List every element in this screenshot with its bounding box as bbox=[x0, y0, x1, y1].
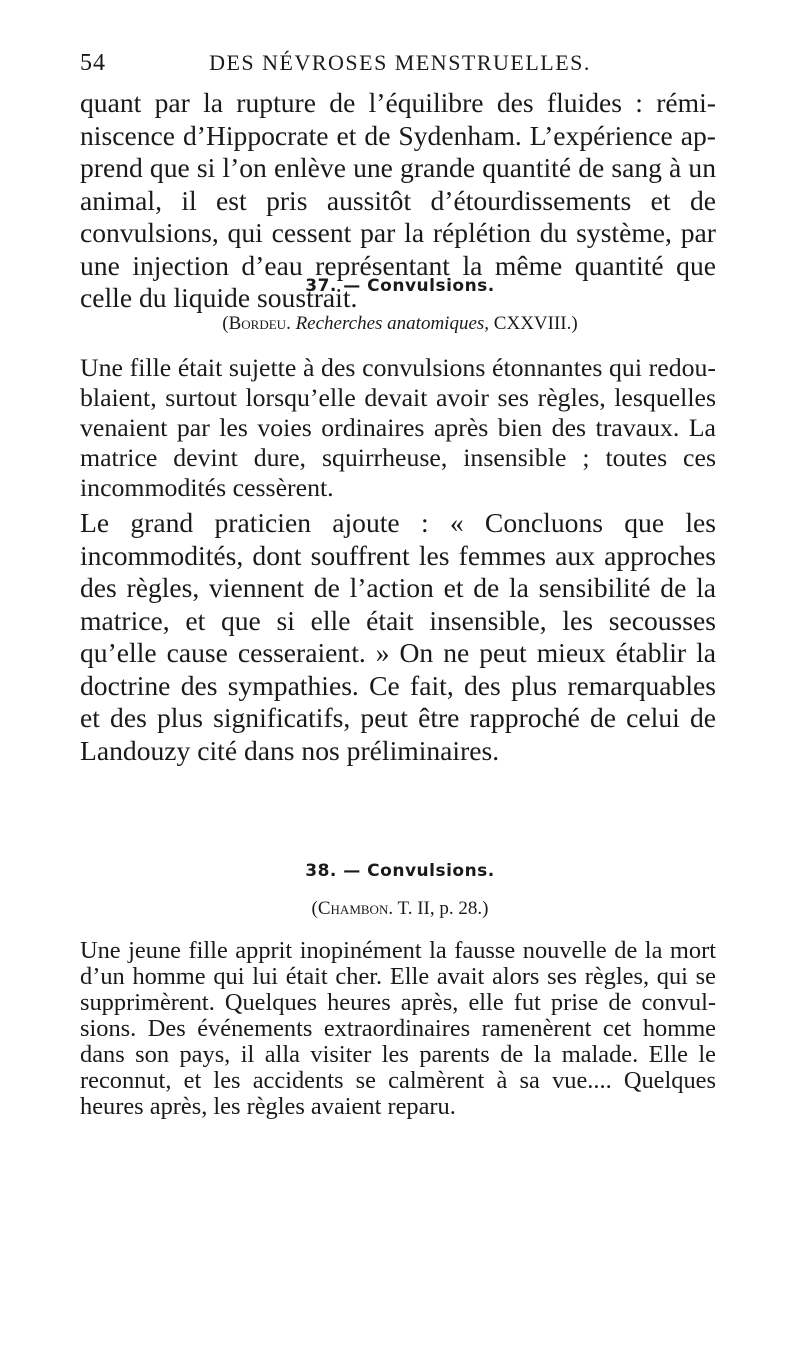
commentary-paragraph: Le grand praticien ajoute : « Concluons que les incommodités, dont souffrent les femmes aux approches des règles, viennent de l’action et de la sensibilité de la matrice, et que si elle était insensible, les secousses qu’elle cause cesseraient. » On ne peut mieux établir la doctrine des sympathies. Ce fait, des plus remarquables et des plus significatifs, peut être rapproché de celui de Landouzy cité dans nos préliminaires. bbox=[80, 507, 716, 766]
section-38-body: Une jeune fille apprit inopinément la fausse nouvelle de la mort d’un homme qui lui était cher. Elle avait alors ses règles, qui se supprimèrent. Quelques heures après, elle fut prise de convulsions. Des événements extraordinaires ramenèrent cet homme dans son pays, il alla visiter les parents de la malade. Elle le reconnut, et les accidents se calmèrent à sa vue.... Quelques heures après, les règles avaient reparu. bbox=[80, 937, 716, 1120]
citation-title: Recherches anatomiques, bbox=[295, 313, 490, 334]
section-heading-38: 38. — Convulsions. bbox=[305, 861, 495, 881]
page-number: 54 bbox=[80, 50, 106, 76]
section-37-body: Une fille était sujette à des convulsions étonnantes qui redoublaient, surtout lorsqu’elle devait avoir ses règles, lesquelles venaient par les voies ordinaires après bien des travaux. La matrice devint dure, squirrheuse, insensible ; toutes ces incommodités cessèrent. bbox=[80, 353, 716, 502]
citation-open: ( bbox=[222, 313, 229, 334]
citation-reference: CXXVIII.) bbox=[493, 313, 578, 334]
citation-author: Bordeu. bbox=[228, 313, 291, 334]
citation-reference: T. II, p. 28.) bbox=[397, 898, 489, 919]
section-heading-37: 37. — Convulsions. bbox=[305, 276, 495, 296]
running-title: DES NÉVROSES MENSTRUELLES. bbox=[209, 50, 591, 75]
citation-37 bbox=[80, 313, 720, 335]
citation-open: ( bbox=[311, 898, 318, 919]
citation-author: Chambon. bbox=[317, 898, 394, 919]
intro-paragraph: quant par la rupture de l’équilibre des fluides : réminiscence d’Hippocrate et de Sydenham. L’expérience apprend que si l’on enlève une grande quantité de sang à un animal, il est pris aussitôt d’étourdissements et de convulsions, qui cessent par la réplétion du système, par une injection d’eau représentant la même quantité que celle du liquide soustrait. bbox=[80, 87, 716, 313]
citation-38 bbox=[80, 898, 720, 920]
page-header bbox=[80, 50, 720, 90]
